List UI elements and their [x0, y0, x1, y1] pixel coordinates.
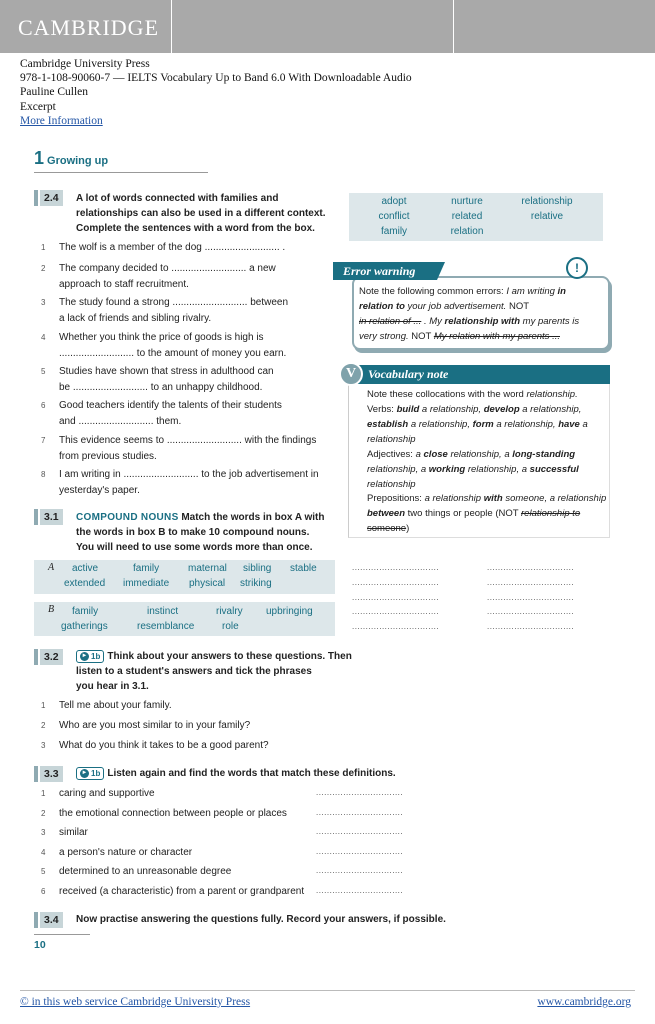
exercise-item — [41, 330, 286, 361]
item-number: 3 — [41, 741, 46, 750]
book-meta — [20, 57, 412, 128]
compound-nouns-keyword: COMPOUND NOUNS — [76, 512, 179, 523]
footer-divider — [20, 990, 635, 991]
box-a-word: stable — [290, 563, 317, 574]
item-text: similar — [59, 827, 88, 838]
item-text: This evidence seems to ........................... with the findings — [59, 435, 317, 446]
item-number: 5 — [41, 867, 46, 876]
exercise-item — [41, 786, 155, 802]
exercise-number-3-2: 3.2 — [34, 649, 63, 665]
brand-logo — [0, 0, 172, 53]
vocab-note-line: Verbs: build a relationship, develop a relationship, — [367, 404, 582, 415]
item-text: ........................... to the amount of money you earn. — [59, 347, 287, 359]
box-a-label: A — [48, 562, 55, 573]
exercise-item — [41, 825, 88, 841]
box-a-word: immediate — [123, 578, 170, 589]
box-b-word: upbringing — [266, 606, 313, 617]
word-box-item: adopt — [381, 196, 407, 207]
vocab-note-line: between two things or people (NOT relationship to — [367, 508, 581, 519]
word-box-item: relation — [450, 226, 484, 237]
box-b-word: rivalry — [216, 606, 243, 617]
exercise-3-4-instructions: Now practise answering the questions fully. Record your answers, if possible. — [76, 914, 446, 925]
item-number: 2 — [41, 809, 46, 818]
item-text: The wolf is a member of the dog ........................... . — [59, 242, 286, 253]
answer-blank[interactable]: ................................ — [316, 886, 404, 895]
exercise-item — [41, 240, 285, 256]
exercise-item — [41, 845, 192, 861]
item-number: 2 — [41, 264, 46, 273]
item-number: 1 — [41, 701, 46, 710]
exercise-3-3-instructions: ► 1b Listen again and find the words that match these definitions. — [76, 766, 396, 781]
exercise-item — [41, 433, 316, 464]
exercise-item — [41, 698, 172, 714]
box-b-word: family — [72, 606, 99, 617]
item-text: received (a characteristic) from a parent or grandparent — [59, 886, 305, 897]
exercise-item — [41, 738, 269, 754]
item-number: 6 — [41, 401, 46, 410]
vocab-note-line: Prepositions: a relationship with someone, a relationship — [367, 493, 607, 504]
answer-blank[interactable]: ................................ — [316, 808, 404, 817]
item-text: yesterday's paper. — [59, 484, 140, 496]
item-number: 6 — [41, 887, 46, 896]
exercise-number-3-1: 3.1 — [34, 509, 63, 525]
item-text: The study found a strong ........................... between — [59, 297, 289, 308]
error-warning-line: very strong. NOT My relation with my parents ... — [359, 331, 560, 342]
exercise-item — [41, 864, 231, 880]
error-warning-line: in relation of ... . My relationship with my parents is — [359, 316, 580, 327]
answer-blank[interactable]: ................................ — [316, 866, 404, 875]
exercise-2-4-instructions: A lot of words connected with families and relationships can also be used in a different context. Complete the sentences with a word from the box. — [76, 193, 326, 234]
item-number: 5 — [41, 367, 46, 376]
chapter-heading — [34, 148, 208, 173]
box-a-word: sibling — [243, 563, 272, 574]
word-box-item: relative — [530, 211, 564, 222]
item-text: caring and supportive — [59, 788, 155, 799]
box-b-word: gatherings — [61, 621, 108, 632]
box-a-word: extended — [64, 578, 106, 589]
item-text: Studies have shown that stress in adulthood can — [59, 366, 274, 377]
item-text: approach to staff recruitment. — [59, 278, 189, 290]
answer-blank[interactable]: ................................ — [487, 593, 575, 602]
answer-blank[interactable]: ................................ — [487, 607, 575, 616]
exercise-item — [41, 884, 304, 900]
item-number: 4 — [41, 333, 46, 342]
chapter-number: 1 — [34, 148, 45, 168]
more-information-link[interactable]: More Information — [20, 114, 103, 127]
audio-track-badge[interactable]: ► 1b — [76, 650, 104, 663]
exercise-item — [41, 295, 288, 326]
page-number: 10 — [34, 934, 90, 951]
exercise-item — [41, 364, 274, 395]
item-number: 1 — [41, 789, 46, 798]
item-number: 1 — [41, 243, 46, 252]
header-panel — [173, 0, 454, 53]
item-text: Tell me about your family. — [59, 700, 172, 711]
answer-blank[interactable]: ................................ — [352, 622, 440, 631]
item-text: a person's nature or character — [59, 847, 193, 858]
answer-blank[interactable]: ................................ — [352, 593, 440, 602]
answer-blank[interactable]: ................................ — [487, 622, 575, 631]
box-b-word: role — [222, 621, 239, 632]
answer-blank[interactable]: ................................ — [352, 563, 440, 572]
item-text: Good teachers identify the talents of their students — [59, 400, 282, 411]
author: Pauline Cullen — [20, 86, 89, 99]
audio-disc-icon: ► — [81, 653, 88, 660]
audio-disc-icon: ► — [81, 770, 88, 777]
copyright-link-wrap — [20, 996, 250, 1008]
exercise-number-3-4: 3.4 — [34, 912, 63, 928]
exercise-3-1-instructions: COMPOUND NOUNS Match the words in box A with the words in box B to make 10 compound nouns. You will need to use some words more than once. — [76, 512, 325, 553]
item-number: 4 — [41, 848, 46, 857]
box-b-label: B — [48, 604, 55, 615]
vocab-note-line: establish a relationship, form a relationship, have a — [367, 419, 588, 430]
exercise-number-3-3: 3.3 — [34, 766, 63, 782]
answer-blank[interactable]: ................................ — [352, 578, 440, 587]
box-a-word: striking — [240, 578, 272, 589]
exercise-3-2-instructions: ► 1b Think about your answers to these questions. Then listen to a student's answers and tick the phrases you hear in 3.1. — [76, 651, 352, 692]
isbn-title: 978-1-108-90060-7 — IELTS Vocabulary Up to Band 6.0 With Downloadable Audio — [20, 72, 412, 85]
box-b-word: resemblance — [137, 621, 195, 632]
item-text: the emotional connection between people or places — [59, 808, 287, 819]
box-a-word: active — [72, 563, 99, 574]
exercise-item — [41, 398, 282, 429]
vocabulary-icon: V — [339, 362, 363, 386]
item-number: 8 — [41, 470, 46, 479]
word-box-item: relationship — [521, 196, 573, 207]
header-bar — [0, 0, 655, 53]
box-a-word: physical — [189, 578, 226, 589]
website-link-wrap — [537, 996, 631, 1008]
item-text: and ........................... them. — [59, 415, 182, 427]
item-number: 3 — [41, 828, 46, 837]
answer-blank[interactable]: ................................ — [352, 607, 440, 616]
exercise-number-2-4: 2.4 — [34, 190, 63, 206]
word-box-item: related — [451, 211, 483, 222]
website-link[interactable]: www.cambridge.org — [537, 996, 631, 1008]
excerpt-label: Excerpt — [20, 100, 56, 113]
item-text: What do you think it takes to be a good parent? — [59, 740, 269, 751]
item-text: Whether you think the price of goods is high is — [59, 332, 264, 343]
item-text: from previous studies. — [59, 450, 157, 462]
item-text: a lack of friends and sibling rivalry. — [59, 312, 212, 324]
item-text: The company decided to ........................... a new — [59, 263, 276, 274]
item-number: 3 — [41, 298, 46, 307]
word-box-b — [34, 602, 335, 636]
answer-blank[interactable]: ................................ — [487, 578, 575, 587]
warning-icon: ! — [566, 257, 588, 279]
chapter-title: Growing up — [47, 155, 109, 167]
vocab-note-line: someone) — [367, 523, 410, 534]
exercise-item — [41, 467, 319, 498]
item-text: determined to an unreasonable degree — [59, 866, 232, 877]
item-number: 2 — [41, 721, 46, 730]
answer-blank[interactable]: ................................ — [316, 827, 404, 836]
item-number: 7 — [41, 436, 46, 445]
error-warning-title: Error warning — [333, 262, 437, 280]
box-a-word: maternal — [188, 563, 227, 574]
item-text: I am writing in ........................... to the job advertisement in — [59, 469, 319, 480]
error-warning-line: Note the following common errors: I am writing in — [359, 286, 566, 297]
copyright-link[interactable]: © in this web service Cambridge University Press — [20, 996, 251, 1008]
word-box-item: family — [380, 226, 408, 237]
vocab-note-line: relationship — [367, 479, 416, 490]
vocab-note-line: Note these collocations with the word relationship. — [367, 389, 578, 400]
error-warning-line: relation to your job advertisement. NOT — [359, 301, 530, 312]
answer-blank[interactable]: ................................ — [316, 847, 404, 856]
word-box-item: nurture — [451, 196, 483, 207]
word-box-item: conflict — [378, 211, 410, 222]
vocabulary-note-title: Vocabulary note — [348, 365, 610, 384]
exercise-item — [41, 261, 276, 292]
vocab-note-line: Adjectives: a close relationship, a long-standing — [367, 449, 576, 460]
word-box — [349, 193, 603, 241]
audio-track-badge[interactable]: ► 1b — [76, 767, 104, 780]
publisher: Cambridge University Press — [20, 58, 150, 70]
item-text: be ........................... to an unhappy childhood. — [59, 381, 263, 393]
vocab-note-line: relationship — [367, 434, 416, 445]
box-b-word: instinct — [147, 606, 179, 617]
answer-blank[interactable]: ................................ — [487, 563, 575, 572]
box-a-word: family — [133, 563, 160, 574]
exercise-item — [41, 806, 287, 822]
exercise-item — [41, 718, 250, 734]
brand-text: CAMBRIDGE — [18, 15, 160, 40]
item-text: Who are you most similar to in your family? — [59, 720, 251, 731]
word-box-a — [34, 560, 335, 594]
vocab-note-line: relationship, a working relationship, a successful — [367, 464, 579, 475]
answer-blank[interactable]: ................................ — [316, 788, 404, 797]
